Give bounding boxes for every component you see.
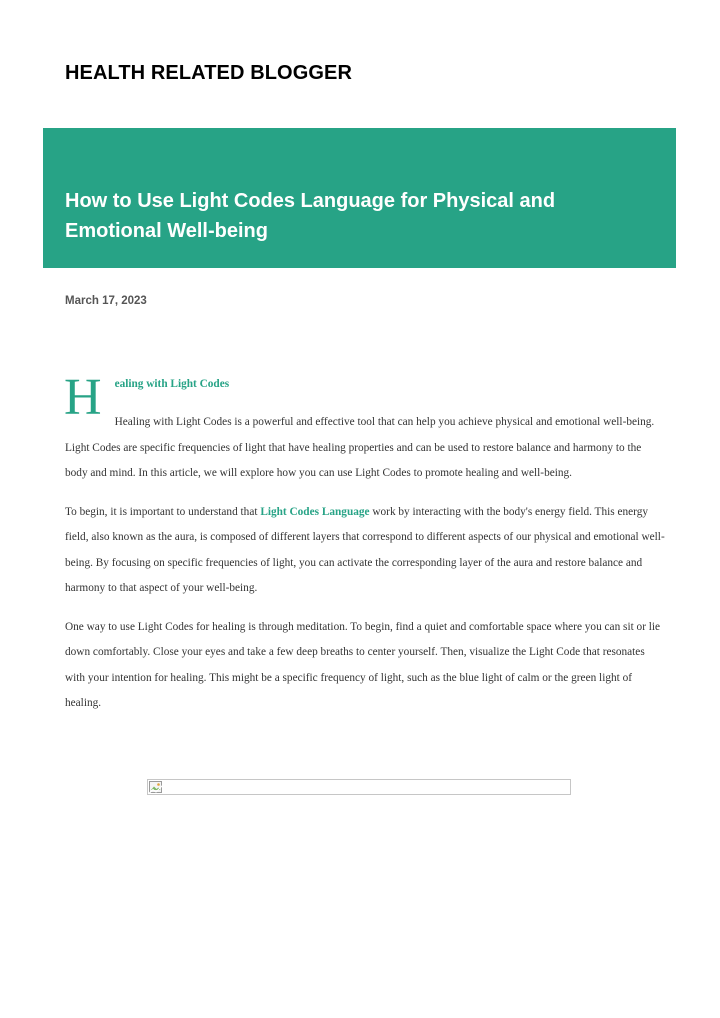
post-header-banner (43, 128, 676, 268)
paragraph-2-text-after: work by interacting with the body's energy field. This energy field, also known as the aura, is composed of different layers that correspond to different aspects of our physical and emotional well-being. By focusing on specific frequencies of light, you can activate the corresponding layer of the aura and restore balance and harmony to that aspect of your well-being. (65, 505, 665, 594)
paragraph-1: Healing with Light Codes is a powerful and effective tool that can help you achieve physical and emotional well-being. Light Codes are specific frequencies of light that have healing properties and can be used to restore balance and harmony to the body and mind. In this article, we will explore how you can use Light Codes to promote healing and well-being. (65, 416, 655, 479)
paragraph-3: One way to use Light Codes for healing is through meditation. To begin, find a quiet and comfortable space where you can sit or lie down comfortably. Close your eyes and take a few deep breaths to center yourself. Then, visualize the Light Code that resonates with your intention for healing. This might be a specific frequency of light, such as the blue light of calm or the green light of healing. (65, 620, 661, 709)
broken-image-icon (149, 781, 163, 794)
site-title: HEALTH RELATED BLOGGER (65, 62, 353, 84)
post-date: March 17, 2023 (65, 295, 147, 307)
section-heading: ealing with Light Codes (114, 378, 230, 390)
article-body (64, 369, 665, 730)
light-codes-language-link[interactable]: Light Codes Language (260, 505, 370, 518)
article-image (147, 779, 571, 795)
post-title: How to Use Light Codes Language for Physical and Emotional Well-being (65, 190, 556, 242)
drop-cap: H (64, 369, 102, 426)
paragraph-2 (65, 500, 665, 602)
paragraph-2-text-before: To begin, it is important to understand that (65, 505, 261, 518)
